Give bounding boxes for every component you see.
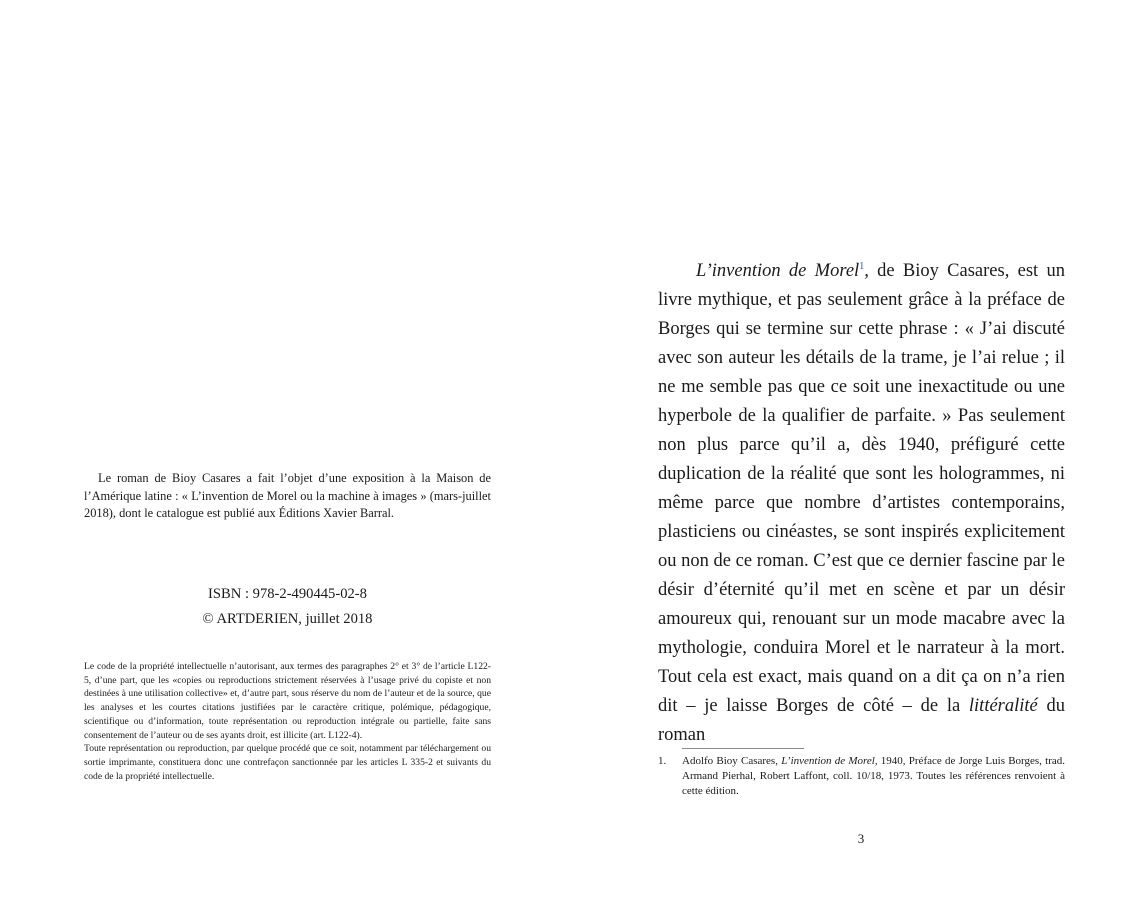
exhibition-note bbox=[84, 470, 491, 523]
copyright-line: © ARTDERIEN, juillet 2018 bbox=[202, 611, 373, 627]
book-title: L’invention de Morel bbox=[696, 261, 860, 281]
main-paragraph-body: de Bioy Casares, est un livre mythique, et pas seulement grâce à la préface de Borges qui se termine sur cette phrase : « J’ai discuté avec son auteur les détails de la trame, je l’ai relue ; il ne me semble pas que ce soit une inexactitude ou une hyperbole de la qualifier de parfaite. » Pas seulement non plus parce qu’il a, dès 1940, préfiguré cette duplication de la réalité que sont les hologrammes, ni même parce que nombre d’artistes contemporains, plasticiens ou cinéastes, se sont inspirés explicitement ou non de ce roman. C’est que ce dernier fascine par le désir d’éternité qu’il met en scène et par un désir amoureux qui, renouant sur un mode macabre avec la mythologie, conduira Morel et le narrateur à la mort. Tout cela est exact, mais quand on a dit ça on n’a rien dit – je laisse Borges de côté – de la bbox=[658, 261, 1065, 716]
page-number: 3 bbox=[857, 831, 865, 846]
footnote-reference-link[interactable]: 1 bbox=[859, 260, 865, 272]
legal-notice bbox=[84, 660, 491, 783]
footnote bbox=[658, 754, 1065, 799]
legal-paragraph-2: Toute représentation ou reproduction, par quelque procédé que ce soit, notamment par téléchargement ou sortie imprimante, constituera donc une contrefaçon sanctionnée par les articles L 335-2 et suivants du code de la propriété intellectuelle. bbox=[84, 743, 491, 782]
footnote-rest: , 1940, Préface de Jorge Luis Borges, trad. Armand Pierhal, Robert Laffont, coll. 10/18, 1973. Toutes les références renvoient à cette édition. bbox=[682, 755, 1066, 797]
footnote-text bbox=[682, 754, 1065, 799]
title-comma: , bbox=[864, 261, 869, 281]
isbn-block bbox=[84, 582, 491, 632]
footnote-lead: Adolfo Bioy Casares, bbox=[682, 755, 782, 767]
main-paragraph-tail: du roman bbox=[658, 696, 1065, 745]
main-paragraph bbox=[658, 257, 1065, 750]
footnote-number: 1. bbox=[658, 755, 667, 767]
isbn-line: ISBN : 978-2-490445-02-8 bbox=[208, 586, 367, 602]
emphasis-word: littéralité bbox=[968, 696, 1038, 716]
legal-paragraph-1: Le code de la propriété intellectuelle n’autorisant, aux termes des paragraphes 2° et 3° de l’article L122-5, d’une part, que les «copies ou reproductions strictement réservées à l’usage privé du copiste et non destinées à une utilisation collective» et, d’autre part, sous réserve du nom de l’auteur et de la source, que les analyses et les courtes citations justifiées par le caractère critique, polémique, pédagogique, scientifique ou d’information, toute représentation ou reproduction intégrale ou partielle, faite sans consentement de l’auteur ou de ses ayants droit, est illicite (art. L122-4). bbox=[84, 661, 491, 741]
exhibition-note-text: Le roman de Bioy Casares a fait l’objet d’une exposition à la Maison de l’Amérique latine : « L’invention de Morel ou la machine à images » (mars-juillet 2018), dont le catalogue est publié aux Éditions Xavier Barral. bbox=[84, 471, 491, 520]
footnote-divider bbox=[682, 748, 804, 749]
footnote-book-title: L’invention de Morel bbox=[781, 755, 875, 767]
